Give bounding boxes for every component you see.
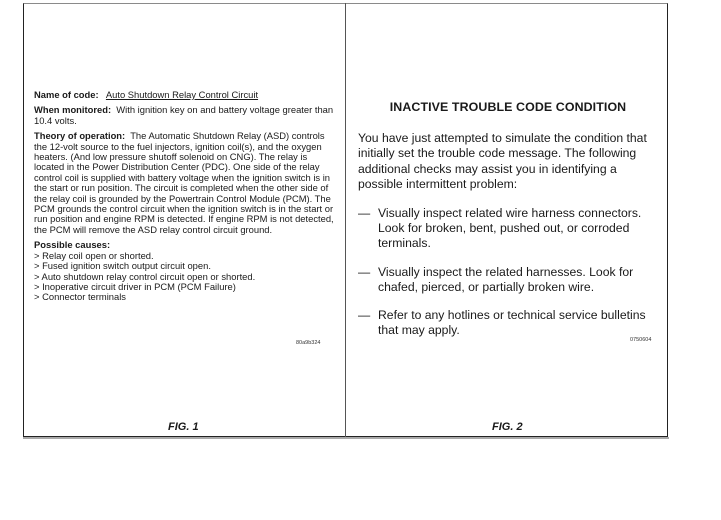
dash-bullet-icon: —: [358, 308, 371, 323]
figure-2-panel: [358, 100, 658, 351]
additional-checks-list: [358, 206, 658, 338]
cause-item: > Fused ignition switch output circuit open.: [34, 260, 211, 272]
figure-2-heading: INACTIVE TROUBLE CODE CONDITION: [389, 100, 627, 114]
frame-bottom-shadow: [23, 437, 669, 439]
check-item-text: Visually inspect the related harnesses. Look for chafed, pierced, or partially broken wire.: [378, 264, 634, 294]
theory-of-operation-row: [34, 131, 340, 235]
cause-item: > Auto shutdown relay control circuit open or shorted.: [34, 270, 256, 282]
panel-divider: [345, 3, 346, 437]
check-item-text: Refer to any hotlines or technical service bulletins that may apply.: [378, 308, 646, 338]
check-item: [358, 308, 658, 338]
dash-bullet-icon: —: [358, 206, 371, 221]
name-of-code-row: [34, 90, 340, 100]
cause-item: > Connector terminals: [34, 291, 126, 303]
check-item-text: Visually inspect related wire harness connectors. Look for broken, bent, pushed out, or corroded terminals.: [378, 206, 642, 251]
theory-of-operation-label: Theory of operation:: [34, 130, 126, 142]
possible-causes-list: [34, 251, 340, 303]
check-item: [358, 206, 658, 252]
when-monitored-row: [34, 105, 340, 126]
theory-of-operation-text: The Automatic Shutdown Relay (ASD) controls the 12-volt source to the fuel injectors, ignition coil(s), and the oxygen heaters. (And low pressure shutoff solenoid on CNG). The relay is located in the Power Distribution Center (PDC). One side of the relay control coil is supplied with battery voltage when the ignition switch is in the start or run position. The circuit is completed when the other side of the relay coil is grounded by the Powertrain Control Module (PCM). The PCM grounds the control circuit when the ignition switch is in the start or run position and engine RPM is detected. If engine RPM is not detected, the PCM will remove the ASD relay control circuit ground.: [34, 130, 334, 235]
possible-causes-label: Possible causes:: [34, 239, 111, 251]
when-monitored-text: With ignition key on and battery voltage greater than 10.4 volts.: [34, 104, 334, 126]
figure-1-reference-code: 80a9b324: [296, 340, 321, 346]
figure-2-caption: FIG. 2: [492, 421, 523, 433]
dash-bullet-icon: —: [358, 264, 371, 279]
figure-1-panel: [34, 90, 340, 303]
cause-item: > Inoperative circuit driver in PCM (PCM Failure): [34, 280, 236, 292]
check-item: [358, 265, 658, 295]
cause-item: > Relay coil open or shorted.: [34, 249, 154, 261]
figure-2-intro: You have just attempted to simulate the condition that initially set the trouble code message. The following additional checks may assist you in identifying a possible intermittent problem:: [358, 131, 647, 191]
name-of-code-label: Name of code:: [34, 89, 99, 100]
figure-2-reference-code: 0750604: [630, 337, 652, 343]
name-of-code-value: Auto Shutdown Relay Control Circuit: [105, 89, 259, 100]
figure-1-caption: FIG. 1: [168, 421, 199, 433]
when-monitored-label: When monitored:: [34, 104, 112, 116]
